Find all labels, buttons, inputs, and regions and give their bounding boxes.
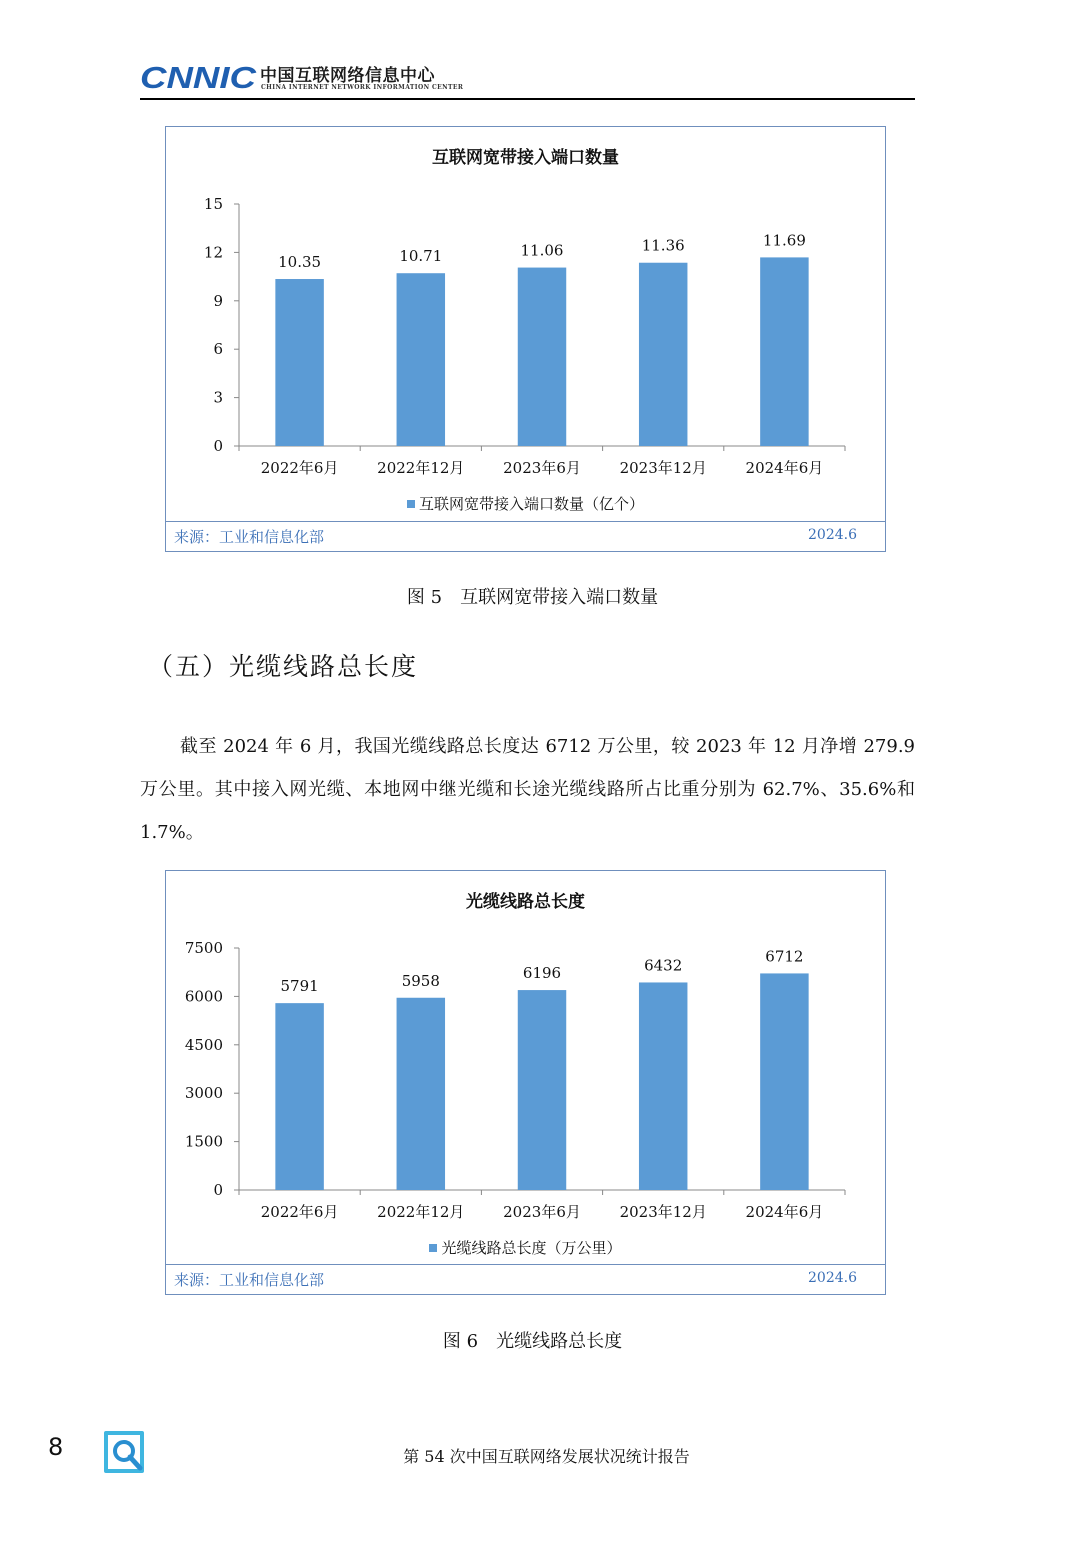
data-label: 11.36 <box>641 236 685 255</box>
chart-panel-fiber-length <box>165 870 886 1295</box>
x-tick-label: 2023年6月 <box>503 1203 581 1221</box>
x-tick-label: 2024年6月 <box>745 1203 824 1221</box>
chart-legend <box>166 493 885 514</box>
y-tick-label: 9 <box>213 291 223 310</box>
bar <box>275 1003 323 1190</box>
x-tick-label: 2023年6月 <box>503 459 581 477</box>
chart-legend <box>166 1237 885 1258</box>
y-tick-label: 4500 <box>184 1035 223 1054</box>
body-paragraph: 截至 2024 年 6 月，我国光缆线路总长度达 6712 万公里，较 2023 年 12 月净增 279.9 万公里。其中接入网光缆、本地网中继光缆和长途光缆线路所占比重分别为 62.7%、35.6%和 1.7%。 <box>140 736 915 843</box>
legend-label: 互联网宽带接入端口数量（亿个） <box>418 495 644 513</box>
report-title-footer: 第 54 次中国互联网络发展状况统计报告 <box>403 1447 690 1466</box>
chart-title: 互联网宽带接入端口数量 <box>432 148 619 168</box>
source-date: 2024.6 <box>808 1270 857 1286</box>
chart-footer <box>166 521 885 550</box>
x-tick-label: 2022年6月 <box>260 1203 339 1221</box>
figure-caption: 图 5 互联网宽带接入端口数量 <box>406 587 659 608</box>
y-tick-label: 12 <box>203 243 223 262</box>
bar <box>518 990 566 1190</box>
data-label: 10.71 <box>399 247 443 266</box>
org-name-en: CHINA INTERNET NETWORK INFORMATION CENTER <box>261 84 464 91</box>
bar-chart-broadband-ports <box>166 127 885 522</box>
logo-text: CNNIC <box>140 62 257 92</box>
y-tick-label: 6 <box>213 340 223 359</box>
bar <box>639 982 687 1190</box>
y-tick-label: 0 <box>213 437 223 455</box>
source-label: 来源：工业和信息化部 <box>174 1271 325 1289</box>
page-header <box>140 58 915 100</box>
data-label: 5791 <box>280 977 319 996</box>
page-number: 8 <box>48 1433 64 1461</box>
data-label: 11.69 <box>762 231 806 250</box>
bar <box>760 973 808 1190</box>
x-tick-label: 2022年12月 <box>377 459 465 477</box>
section-heading: （五）光缆线路总长度 <box>148 652 419 681</box>
bar <box>397 273 445 446</box>
y-tick-label: 7500 <box>184 939 223 957</box>
data-label: 11.06 <box>520 241 564 260</box>
y-tick-label: 3000 <box>184 1084 223 1103</box>
bar <box>639 263 687 446</box>
data-label: 6196 <box>522 964 562 983</box>
figure-caption: 图 6 光缆线路总长度 <box>442 1331 623 1352</box>
bar <box>397 998 445 1190</box>
source-label: 来源：工业和信息化部 <box>174 528 325 546</box>
x-tick-label: 2022年12月 <box>377 1203 465 1221</box>
x-tick-label: 2024年6月 <box>745 459 824 477</box>
bar <box>760 257 808 446</box>
source-date: 2024.6 <box>808 527 857 543</box>
data-label: 6432 <box>644 956 683 975</box>
x-tick-label: 2023年12月 <box>619 459 707 477</box>
chart-panel-broadband-ports <box>165 126 886 552</box>
y-tick-label: 3 <box>213 388 223 407</box>
chart-title: 光缆线路总长度 <box>466 892 585 912</box>
cnnic-logo <box>140 62 258 92</box>
bar <box>518 268 566 446</box>
bar-chart-fiber-length <box>166 871 885 1265</box>
x-tick-label: 2022年6月 <box>260 459 339 477</box>
org-name-cn: 中国互联网络信息中心 <box>260 66 435 86</box>
bar <box>275 279 323 446</box>
data-label: 6712 <box>765 947 804 966</box>
y-tick-label: 15 <box>203 195 223 213</box>
x-tick-label: 2023年12月 <box>619 1203 707 1221</box>
legend-label: 光缆线路总长度（万公里） <box>441 1239 622 1257</box>
chart-footer <box>166 1264 885 1293</box>
y-tick-label: 6000 <box>184 987 223 1006</box>
y-tick-label: 1500 <box>184 1132 223 1151</box>
data-label: 5958 <box>401 971 440 990</box>
legend-swatch <box>407 500 415 508</box>
data-label: 10.35 <box>278 253 322 272</box>
y-tick-label: 0 <box>213 1181 223 1199</box>
legend-swatch <box>429 1244 437 1252</box>
